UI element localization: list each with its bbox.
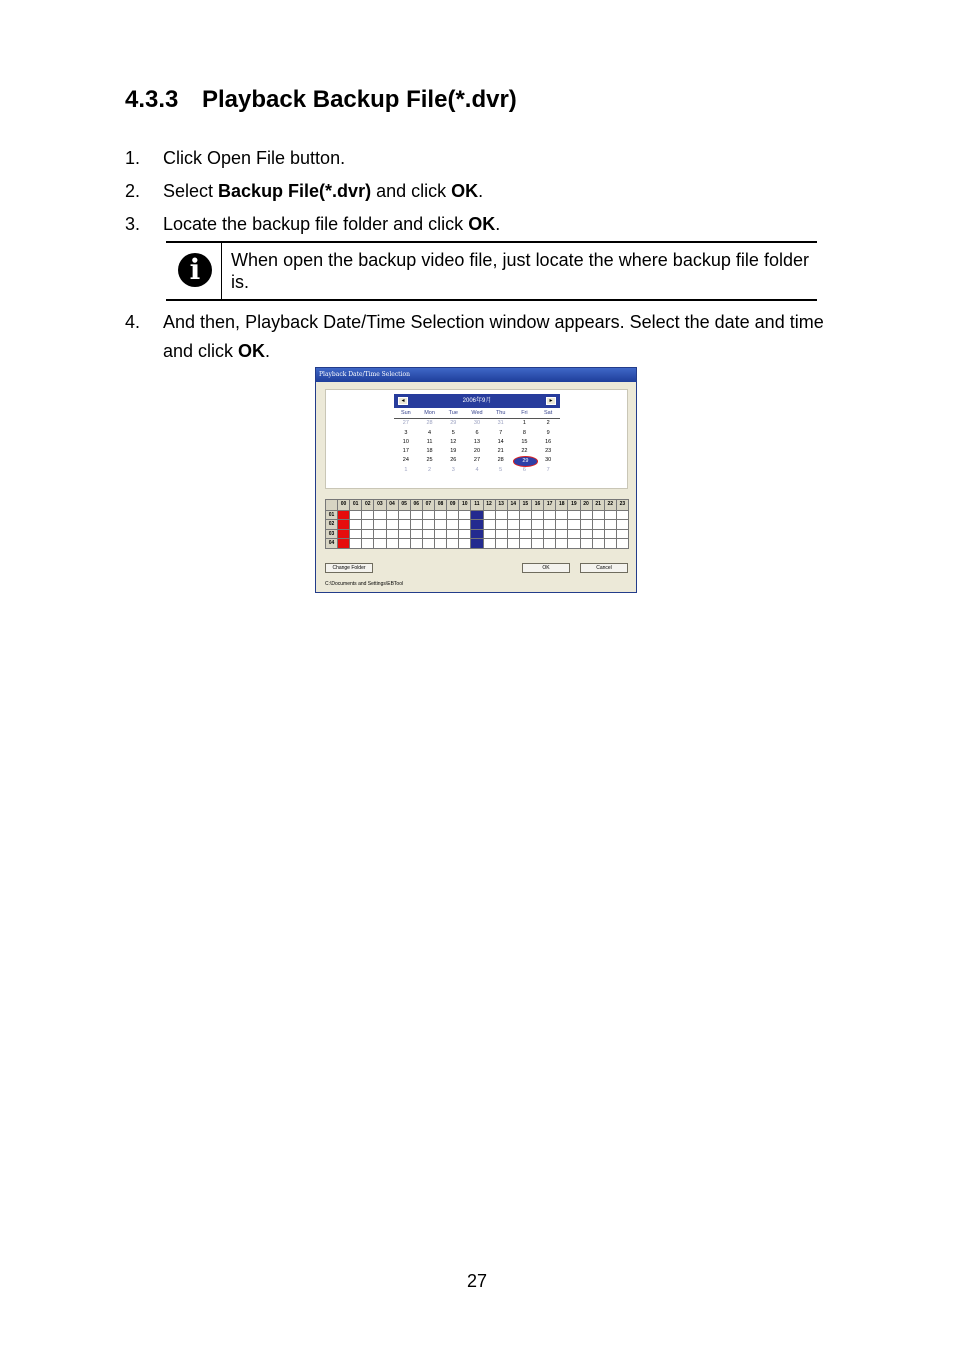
channel-label: 03 (325, 529, 338, 540)
calendar-day[interactable]: 24 (402, 457, 409, 464)
calendar-day[interactable]: 16 (545, 438, 552, 445)
hour-header: 20 (580, 499, 593, 511)
calendar-day[interactable]: 26 (450, 457, 457, 464)
calendar-day[interactable]: 3 (404, 429, 408, 436)
section-number: 4.3.3 (125, 86, 179, 113)
calendar-day[interactable]: 29 (513, 456, 539, 467)
info-icon: i (178, 253, 212, 287)
hour-header: 16 (531, 499, 544, 511)
section-title: Playback Backup File(*.dvr) (202, 86, 517, 113)
calendar-day[interactable]: 19 (450, 448, 457, 455)
step-text-part: Locate the backup file folder and click (163, 214, 469, 234)
hour-header: 17 (543, 499, 556, 511)
calendar-day[interactable]: 2 (428, 466, 432, 473)
calendar-day[interactable]: 31 (497, 420, 504, 427)
section-heading (125, 86, 517, 114)
calendar-day[interactable]: 7 (546, 466, 550, 473)
cancel-button[interactable]: Cancel (580, 563, 628, 573)
calendar-day[interactable]: 27 (473, 457, 481, 464)
calendar-day[interactable]: 29 (450, 420, 457, 427)
hour-header: 01 (349, 499, 362, 511)
calendar-header (394, 394, 560, 408)
calendar-day[interactable]: 5 (451, 429, 455, 436)
hour-header: 09 (446, 499, 459, 511)
channel-label: 02 (325, 519, 338, 530)
bold-term: OK (451, 181, 479, 201)
step-text-part: . (265, 341, 271, 361)
calendar-week (394, 419, 560, 428)
hour-header: 12 (483, 499, 496, 511)
step-number: 3. (125, 214, 141, 234)
calendar-day[interactable]: 5 (499, 466, 503, 473)
calendar-day[interactable]: 28 (426, 420, 433, 427)
calendar-week (394, 447, 560, 456)
step-text-part: Click Open File button. (163, 148, 346, 168)
step-number: 2. (125, 181, 141, 201)
weekday-label: Tue (448, 410, 458, 416)
calendar-day[interactable]: 6 (522, 466, 526, 473)
calendar-day[interactable]: 2 (546, 420, 550, 427)
hour-header: 00 (337, 499, 350, 511)
hour-header: 07 (422, 499, 435, 511)
calendar-day[interactable]: 30 (473, 420, 481, 427)
calendar-grid (394, 409, 560, 475)
calendar-day[interactable]: 1 (404, 466, 408, 473)
calendar-week (394, 429, 560, 438)
weekday-label: Fri (521, 410, 528, 416)
hour-header: 05 (398, 499, 411, 511)
calendar-day[interactable]: 3 (451, 466, 455, 473)
ok-button[interactable]: OK (522, 563, 570, 573)
step-text-part: . (495, 214, 501, 234)
hour-header: 15 (519, 499, 532, 511)
calendar-panel (325, 389, 628, 489)
calendar-day[interactable]: 6 (475, 429, 479, 436)
weekday-label: Sat (543, 410, 553, 416)
calendar-day[interactable]: 18 (426, 448, 433, 455)
bold-term: OK (468, 214, 496, 234)
hour-header: 22 (604, 499, 617, 511)
calendar-day[interactable]: 13 (473, 438, 481, 445)
weekday-row (394, 409, 560, 419)
hour-header: 19 (567, 499, 580, 511)
arrow-right-icon[interactable]: ▸ (546, 397, 556, 405)
hour-header: 11 (470, 499, 483, 511)
bold-term: Backup File(*.dvr) (218, 181, 372, 201)
calendar-day[interactable]: 22 (521, 448, 528, 455)
note-icon-cell (166, 243, 222, 299)
calendar-day[interactable]: 20 (473, 448, 481, 455)
calendar-day[interactable]: 14 (497, 438, 504, 445)
hour-header: 14 (507, 499, 520, 511)
month-label: 2006年9月 (462, 398, 492, 404)
calendar-week (394, 456, 560, 465)
hour-header: 06 (410, 499, 423, 511)
step-text (163, 177, 833, 206)
calendar-day[interactable]: 8 (522, 429, 526, 436)
bold-term: OK (238, 341, 266, 361)
hour-header: 21 (592, 499, 605, 511)
weekday-label: Sun (400, 410, 411, 416)
weekday-label: Thu (495, 410, 506, 416)
calendar-day[interactable]: 9 (546, 429, 550, 436)
step-number: 1. (125, 148, 141, 168)
weekday-label: Wed (471, 410, 483, 416)
step-text-part: Select (163, 181, 219, 201)
hour-header: 02 (361, 499, 374, 511)
hour-header: 04 (386, 499, 399, 511)
hour-header: 18 (555, 499, 568, 511)
channel-label: 04 (325, 538, 338, 549)
calendar-day[interactable]: 27 (402, 420, 409, 427)
calendar-day[interactable]: 30 (545, 457, 552, 464)
hour-header: 23 (616, 499, 629, 511)
change-folder-button[interactable]: Change Folder (325, 563, 373, 573)
calendar-day[interactable]: 1 (522, 420, 526, 427)
weekday-label: Mon (424, 410, 435, 416)
calendar-week (394, 466, 560, 475)
dialog-title-bar: Playback Date/Time Selection (316, 368, 636, 382)
hour-cell[interactable] (616, 538, 629, 549)
calendar-day[interactable]: 7 (499, 429, 503, 436)
hour-header: 10 (458, 499, 471, 511)
step-text (163, 210, 833, 239)
info-note (166, 241, 817, 301)
step-number: 4. (125, 312, 141, 332)
calendar-day[interactable]: 17 (402, 448, 409, 455)
step-text (163, 144, 833, 173)
page-number: 27 (466, 1271, 488, 1291)
calendar-day[interactable]: 28 (497, 457, 504, 464)
calendar-day[interactable]: 15 (521, 438, 528, 445)
calendar-day[interactable]: 12 (450, 438, 457, 445)
calendar-day[interactable]: 4 (475, 466, 479, 473)
calendar-day[interactable]: 10 (402, 438, 409, 445)
step-text-part: And then, Playback Date/Time Selection window appears. Select the date and time and click (163, 312, 824, 361)
calendar-week (394, 438, 560, 447)
calendar-day[interactable]: 21 (497, 448, 504, 455)
channel-label: 01 (325, 510, 338, 521)
step-text-part: . (478, 181, 484, 201)
calendar-day[interactable]: 4 (428, 429, 432, 436)
calendar-day[interactable]: 23 (545, 448, 552, 455)
hour-header: 03 (373, 499, 386, 511)
step-text-part: and click (371, 181, 452, 201)
hour-header: 13 (495, 499, 508, 511)
step-text (163, 308, 833, 366)
playback-dialog (315, 367, 637, 593)
calendar-day[interactable]: 11 (426, 438, 433, 445)
note-text: When open the backup video file, just locate the where backup file folder is. (231, 250, 809, 292)
hour-header: 08 (434, 499, 447, 511)
folder-path: C:\Documents and Settings\EBTool (325, 581, 404, 587)
arrow-left-icon[interactable]: ◂ (398, 397, 408, 405)
calendar-day[interactable]: 25 (426, 457, 433, 464)
